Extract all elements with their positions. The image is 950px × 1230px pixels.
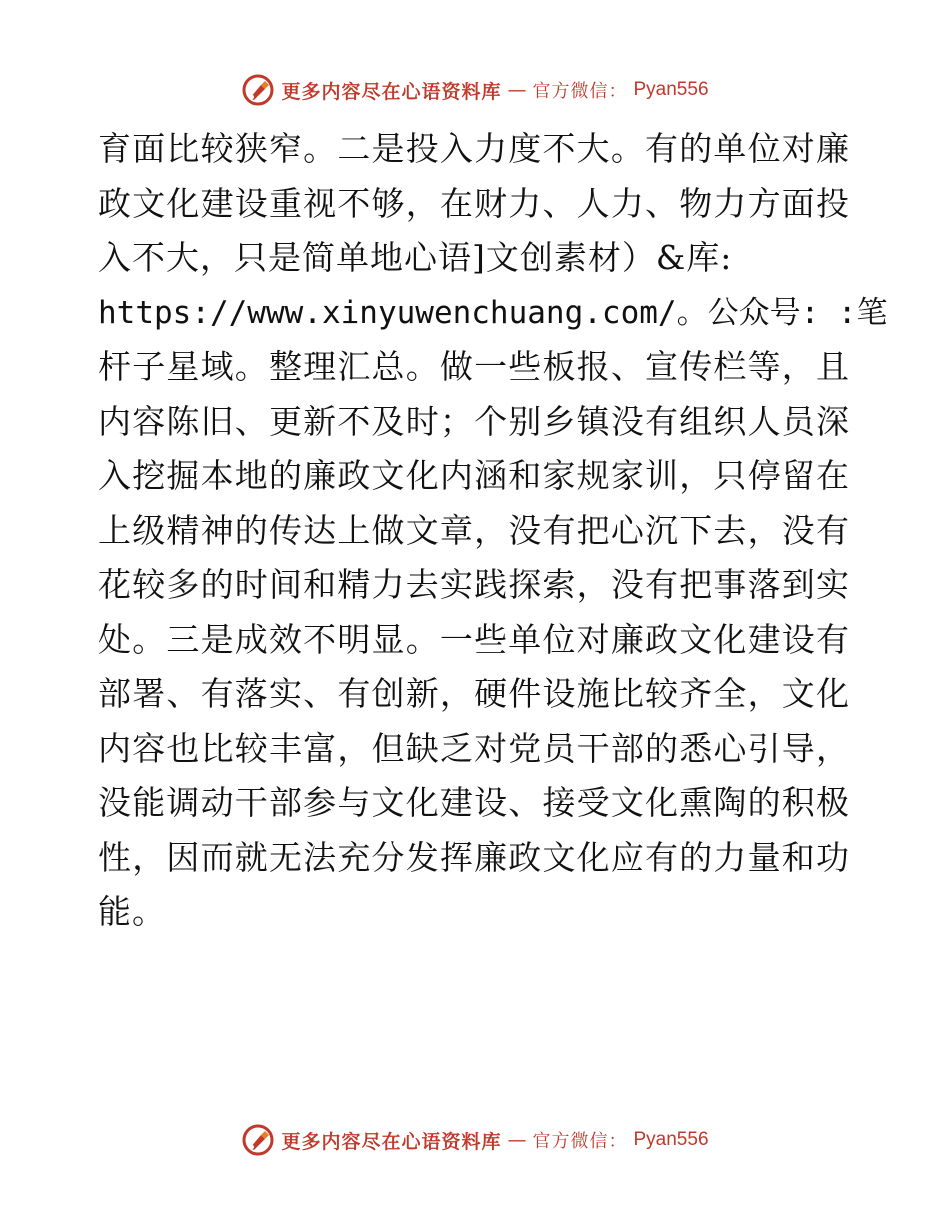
footer-site-text: 更多内容尽在心语资料库 xyxy=(281,1130,502,1153)
header-wechat-id: Pyan556 xyxy=(633,79,709,100)
body-line: 育面比较狭窄。二是投入力度不大。有的单位对廉 xyxy=(98,129,850,168)
pen-logo-icon xyxy=(241,73,275,107)
body-line: 入挖掘本地的廉政文化内涵和家规家训，只停留在 xyxy=(98,456,850,495)
footer-banner xyxy=(0,1120,950,1160)
body-line: 性，因而就无法充分发挥廉政文化应有的力量和功 xyxy=(98,837,850,877)
body-line: 部署、有落实、有创新，硬件设施比较齐全，文化 xyxy=(98,674,850,713)
header-wechat-label: 官方微信： xyxy=(532,81,628,102)
header-separator: — xyxy=(507,79,527,101)
body-line: 处。三是成效不明显。一些单位对廉政文化建设有 xyxy=(98,619,850,659)
footer-wechat-label: 官方微信： xyxy=(532,1131,628,1152)
body-line: 政文化建设重视不够，在财力、人力、物力方面投 xyxy=(98,183,850,223)
pen-logo-icon xyxy=(241,1123,275,1157)
body-line: 杆子星域。整理汇总。做一些板报、宣传栏等，且 xyxy=(98,347,850,386)
header-site-text: 更多内容尽在心语资料库 xyxy=(281,80,502,103)
body-line-url: https://www.xinyuwenchuang.com/。公众号: :笔 xyxy=(98,294,888,331)
body-line: 上级精神的传达上做文章，没有把心沉下去，没有 xyxy=(98,510,850,550)
body-line: 能。 xyxy=(98,892,166,931)
header-banner xyxy=(0,70,950,110)
body-line: 内容陈旧、更新不及时；个别乡镇没有组织人员深 xyxy=(98,401,850,441)
body-line: 没能调动干部参与文化建设、接受文化熏陶的积极 xyxy=(98,783,850,822)
body-line: 入不大，只是简单地心语]文创素材）&库: xyxy=(98,238,733,277)
body-line: 花较多的时间和精力去实践探索，没有把事落到实 xyxy=(98,565,850,604)
footer-separator: — xyxy=(507,1129,527,1151)
footer-wechat-id: Pyan556 xyxy=(633,1129,709,1150)
document-body xyxy=(98,122,888,940)
body-line: 内容也比较丰富，但缺乏对党员干部的悉心引导， xyxy=(98,728,850,768)
